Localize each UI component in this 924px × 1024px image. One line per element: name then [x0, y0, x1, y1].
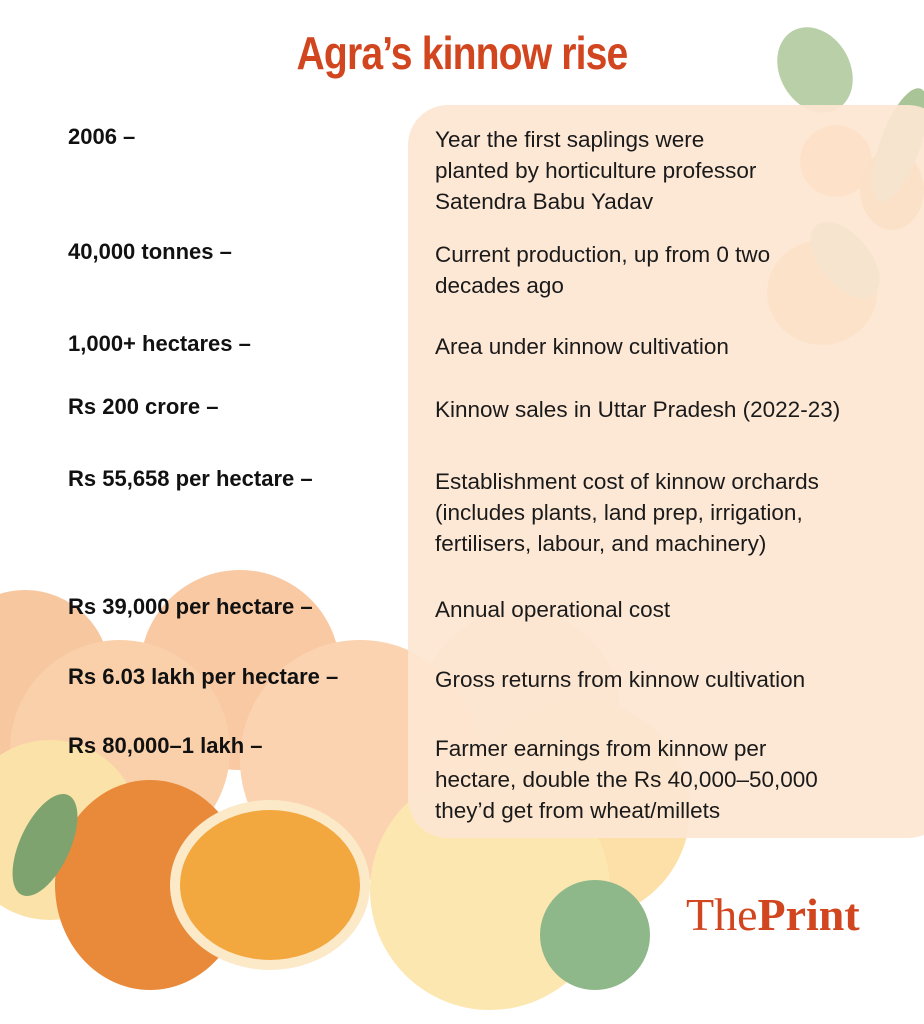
logo-print: Print	[757, 889, 860, 940]
fact-description: Current production, up from 0 two decades ago	[435, 242, 771, 298]
fact-label: Rs 6.03 lakh per hectare –	[68, 664, 339, 689]
fact-label: 2006 –	[68, 124, 136, 149]
fact-label: Rs 55,658 per hectare –	[68, 466, 313, 491]
fact-description: Farmer earnings from kinnow per hectare, double the Rs 40,000–50,000 they’d get from wheat/millets	[435, 736, 818, 823]
fact-description: Establishment cost of kinnow orchards (includes plants, land prep, irrigation, fertilisers, labour, and machinery)	[435, 469, 819, 556]
fact-label: 40,000 tonnes –	[68, 239, 232, 264]
fact-label: Rs 80,000–1 lakh –	[68, 733, 263, 758]
fact-label: Rs 200 crore –	[68, 394, 219, 419]
infographic-title: Agra’s kinnow rise	[296, 27, 628, 79]
theprint-logo	[686, 888, 860, 941]
fact-description: Gross returns from kinnow cultivation	[435, 667, 806, 692]
fact-description: Annual operational cost	[435, 597, 671, 622]
fact-label: Rs 39,000 per hectare –	[68, 594, 313, 619]
logo-the: The	[686, 889, 758, 940]
fact-description: Area under kinnow cultivation	[435, 334, 729, 359]
fact-description: Kinnow sales in Uttar Pradesh (2022-23)	[435, 397, 841, 422]
fact-description: Year the first saplings were planted by horticulture professor Satendra Babu Yadav	[435, 127, 757, 214]
fact-label: 1,000+ hectares –	[68, 331, 251, 356]
